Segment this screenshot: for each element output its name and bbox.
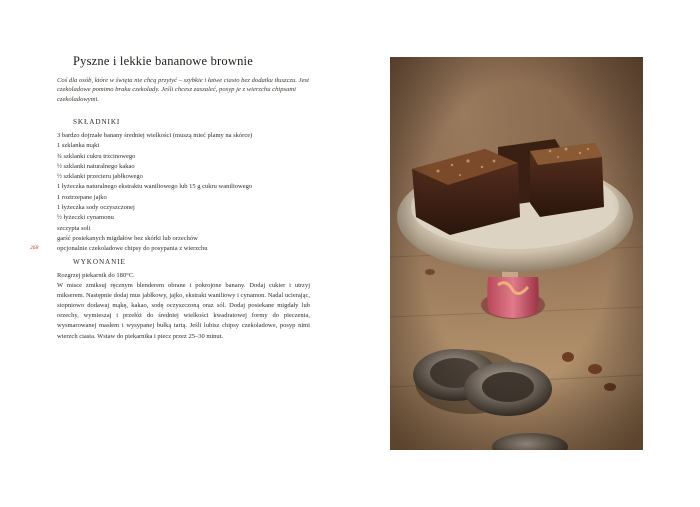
brownie-photo-illustration	[390, 57, 643, 450]
ingredient-item: ½ szklanki naturalnego kakao	[57, 162, 135, 170]
method-heading: WYKONANIE	[73, 258, 126, 266]
recipe-intro: Coś dla osób, które w święta nie chcą przytyć – szybkie i łatwe ciasto bez dodatku tłuszczu. Jest czekoladowe pomimo braku czekolady. Jeśli chcesz zaszaleć, posyp je z wierzchu chipsami czekoladowymi.	[57, 77, 309, 103]
ingredient-item: 1 łyżeczka sody oczyszczonej	[57, 204, 135, 212]
ingredient-item: 1 roztrzepane jajko	[57, 193, 107, 201]
ingredients-heading: SKŁADNIKI	[73, 118, 121, 126]
ingredient-item: opcjonalnie czekoladowe chipsy do posypania z wierzchu	[57, 245, 208, 253]
ingredient-item: 1 łyżeczka naturalnego ekstraktu waniliowego lub 15 g cukru waniliowego	[57, 183, 253, 191]
ingredient-item: szczypta soli	[57, 224, 91, 232]
ingredients-list	[57, 131, 317, 255]
method-step: Rozgrzej piekarnik do 180°C.	[57, 272, 135, 279]
method-text	[57, 271, 310, 342]
right-page	[350, 0, 700, 507]
ingredient-item: garść posiekanych migdałów bez skórki lub orzechów	[57, 234, 198, 242]
ingredient-item: ½ szklanki przecieru jabłkowego	[57, 173, 143, 181]
ingredient-item: ¾ szklanki cukru trzcinowego	[57, 152, 136, 160]
page-number: 268	[30, 245, 39, 251]
ingredient-item: 3 bardzo dojrzałe banany średniej wielkości (muszą mieć plamy na skórce)	[57, 132, 253, 139]
ingredient-item: ½ łyżeczki cynamonu	[57, 214, 114, 222]
recipe-title: Pyszne i lekkie bananowe brownie	[73, 54, 253, 68]
method-step: W misce zmiksuj ręcznym blenderem obrane i pokrojone banany. Dodaj cukier i utrzyj mikserem. Następnie dodaj mus jabłkowy, jajko, ekstrakt waniliowy i cynamon. Nadal ucierając, stopniowo dodawaj mąkę, kakao, sodę oczyszczoną oraz sól. Dodaj posiekane migdały lub orzechy, wymieszaj i przełóż do średniej wielkości kwadratowej formy do pieczenia, wysmarowanej masłem i wysypanej bułką tartą. Jeśli lubisz chipsy czekoladowe, posyp nimi wierzch ciasta. Wstaw do piekarnika i piecz przez 25–30 minut.	[57, 282, 310, 340]
ingredient-item: 1 szklanka mąki	[57, 142, 100, 150]
brownie-photo	[390, 57, 643, 450]
